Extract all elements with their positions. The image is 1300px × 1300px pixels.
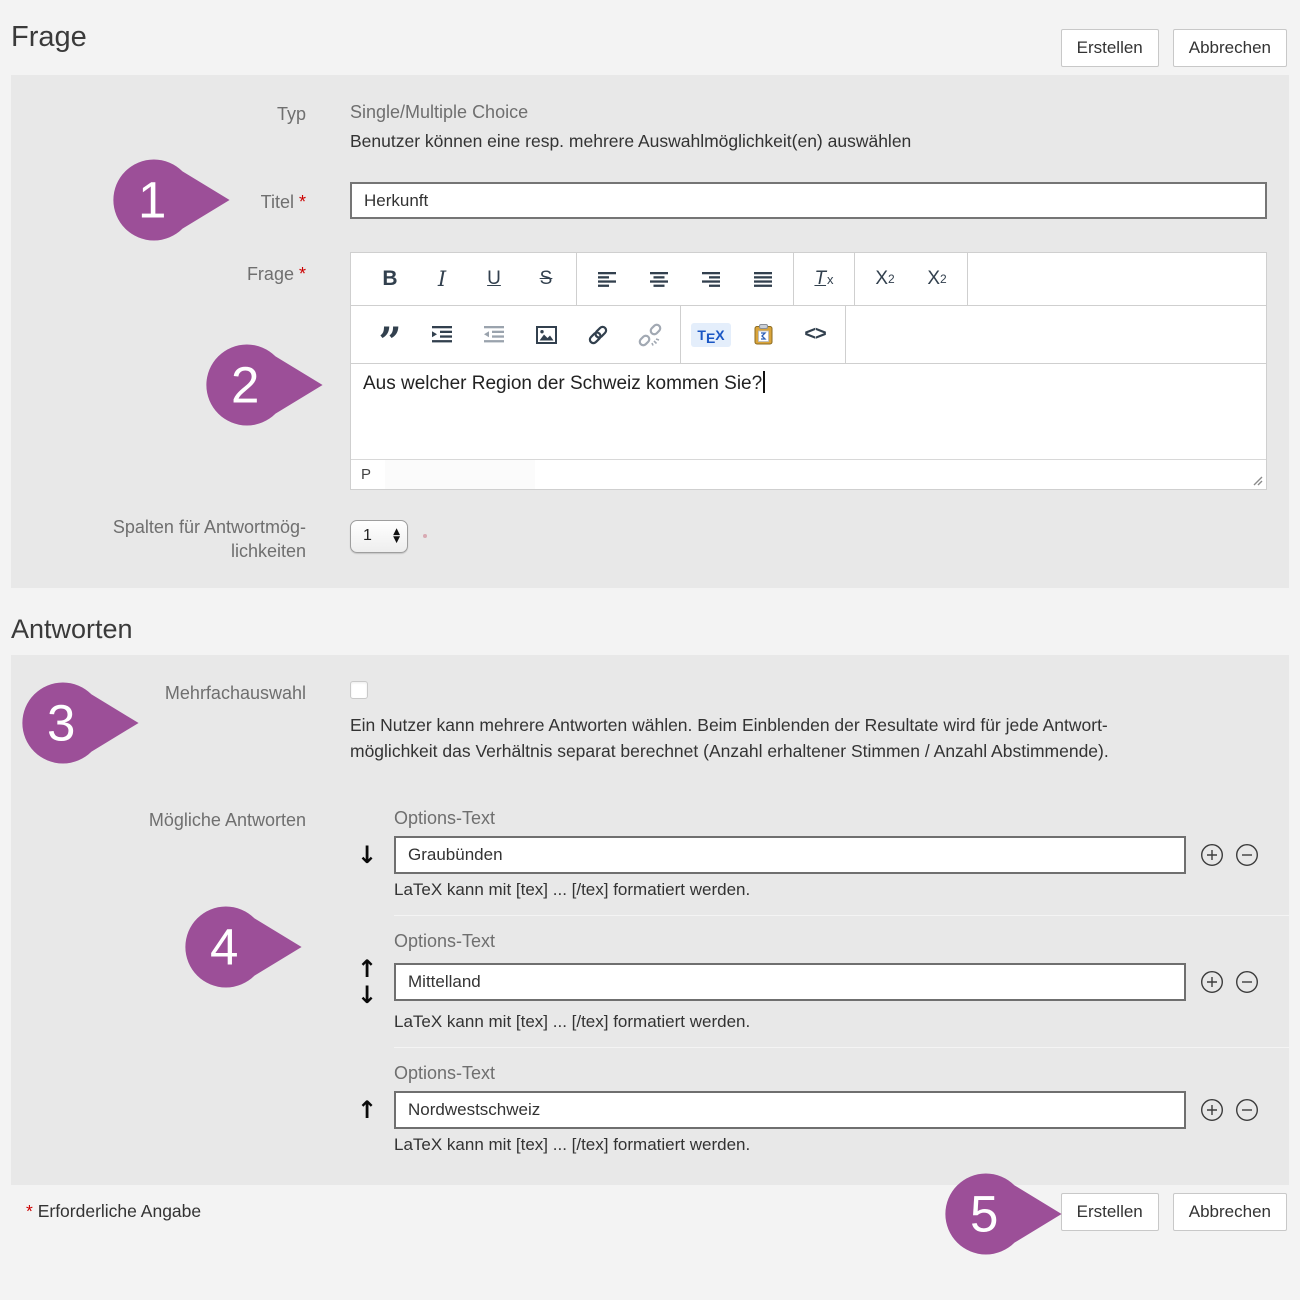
status-bar-patch	[385, 460, 535, 489]
page-header	[0, 0, 1300, 75]
footer-button-row	[1061, 1193, 1287, 1231]
title-input[interactable]	[350, 182, 1267, 219]
type-value: Single/Multiple Choice	[350, 102, 529, 122]
outdent-icon[interactable]	[468, 306, 520, 363]
option-text-label: Options-Text	[394, 931, 496, 952]
page-footer	[0, 1185, 1300, 1255]
multiple-choice-checkbox[interactable]	[350, 681, 368, 699]
element-path: P	[361, 466, 372, 483]
faint-dot-artifact	[423, 534, 427, 538]
columns-label: Spalten für Antwortmög- lichkeiten	[112, 517, 306, 562]
editor-content-area[interactable]	[351, 364, 1266, 459]
move-up-icon[interactable]: ↑	[357, 955, 378, 984]
svg-text:3: 3	[46, 694, 76, 752]
underline-icon[interactable]: U	[487, 268, 501, 289]
question-text: Aus welcher Region der Schweiz kommen Sie?	[363, 373, 763, 394]
bold-icon[interactable]: B	[382, 267, 398, 290]
callout-marker-2	[196, 341, 333, 429]
indent-icon[interactable]	[416, 306, 468, 363]
required-asterisk: *	[298, 264, 306, 284]
paste-clipboard-icon[interactable]	[737, 306, 789, 363]
svg-text:2: 2	[230, 356, 260, 414]
required-asterisk: *	[298, 192, 306, 212]
multiple-choice-label: Mehrfachauswahl	[164, 682, 306, 703]
toolbar-separator	[576, 253, 577, 305]
tex-icon[interactable]: TEX	[685, 306, 737, 363]
callout-marker-4	[175, 903, 312, 991]
select-arrows-icon: ▲ ▼	[393, 527, 400, 546]
align-left-icon[interactable]	[581, 253, 633, 305]
align-right-icon[interactable]	[685, 253, 737, 305]
text-cursor	[763, 371, 765, 393]
rich-text-editor	[350, 252, 1267, 490]
add-option-icon[interactable]	[1200, 843, 1224, 867]
blockquote-icon[interactable]: ”	[378, 318, 402, 366]
create-button-top[interactable]: Erstellen	[1061, 29, 1159, 67]
page-title: Frage	[11, 21, 87, 53]
option-divider	[394, 915, 1289, 916]
superscript-icon[interactable]: X 2	[927, 268, 947, 289]
move-down-icon[interactable]: ↓	[357, 981, 378, 1010]
option-text-label: Options-Text	[394, 1062, 496, 1083]
type-row	[11, 102, 1289, 152]
strikethrough-icon[interactable]: S	[539, 268, 553, 289]
option-row-3	[350, 1063, 1289, 1155]
editor-toolbar-row1	[351, 253, 1266, 306]
add-option-icon[interactable]	[1200, 1098, 1224, 1122]
toolbar-separator	[793, 253, 794, 305]
move-down-icon[interactable]: ↓	[357, 840, 378, 869]
remove-option-icon[interactable]	[1235, 1098, 1259, 1122]
option-row-2	[350, 931, 1289, 1032]
columns-select[interactable]	[350, 520, 408, 553]
link-icon[interactable]	[572, 306, 624, 363]
svg-text:4: 4	[209, 918, 239, 976]
cancel-button-bottom[interactable]: Abbrechen	[1173, 1193, 1287, 1231]
remove-option-icon[interactable]	[1235, 970, 1259, 994]
toolbar-separator	[854, 253, 855, 305]
multiple-choice-description: Ein Nutzer kann mehrere Antworten wählen. Beim Einblenden der Resultate wird für jede Antwort- möglichkeit das Verhältnis separat berechnet (Anzahl erhaltener Stimmen / Anzahl Abstimmende).	[350, 714, 1109, 761]
editor-status-bar	[351, 459, 1266, 489]
question-form-panel	[11, 75, 1289, 588]
required-asterisk: *	[26, 1200, 33, 1221]
latex-hint: LaTeX kann mit [tex] ... [/tex] formatiert werden.	[394, 1011, 751, 1031]
option-input-3[interactable]	[394, 1091, 1186, 1129]
italic-icon[interactable]: I	[437, 267, 447, 291]
answers-heading: Antworten	[11, 613, 133, 644]
align-justify-icon[interactable]	[737, 253, 789, 305]
type-label: Typ	[276, 104, 306, 124]
callout-marker-3	[12, 679, 149, 767]
svg-text:1: 1	[137, 171, 167, 229]
create-button-bottom[interactable]: Erstellen	[1061, 1193, 1159, 1231]
svg-text:5: 5	[969, 1185, 999, 1243]
move-up-icon[interactable]: ↑	[357, 1095, 378, 1124]
toolbar-separator	[967, 253, 968, 305]
columns-row	[11, 509, 1289, 564]
callout-marker-1	[103, 156, 240, 244]
required-note: * Erforderliche Angabe	[26, 1200, 202, 1221]
option-input-1[interactable]	[394, 836, 1186, 874]
align-center-icon[interactable]	[633, 253, 685, 305]
toolbar-separator	[680, 306, 681, 363]
multiple-choice-row	[11, 681, 1289, 765]
latex-hint: LaTeX kann mit [tex] ... [/tex] formatiert werden.	[394, 880, 751, 900]
remove-option-icon[interactable]	[1235, 843, 1259, 867]
columns-select-value: 1	[363, 527, 372, 545]
latex-hint: LaTeX kann mit [tex] ... [/tex] formatiert werden.	[394, 1134, 751, 1154]
type-description: Benutzer können eine resp. mehrere Auswahlmöglichkeit(en) auswählen	[350, 131, 912, 151]
toolbar-separator	[845, 306, 846, 363]
clear-formatting-icon[interactable]: T x	[814, 268, 834, 289]
editor-toolbar-row2	[351, 306, 1266, 364]
question-label: Frage *	[246, 264, 306, 284]
title-label: Titel *	[260, 192, 306, 212]
possible-answers-label: Mögliche Antworten	[148, 810, 306, 831]
option-input-2[interactable]	[394, 963, 1186, 1001]
option-divider	[394, 1047, 1289, 1048]
resize-handle[interactable]	[1250, 473, 1263, 486]
image-icon[interactable]	[520, 306, 572, 363]
header-button-row	[1061, 29, 1287, 67]
option-row-1	[350, 808, 1289, 900]
unlink-icon[interactable]	[624, 306, 676, 363]
code-icon[interactable]: <>	[804, 323, 826, 345]
option-text-label: Options-Text	[394, 808, 496, 829]
add-option-icon[interactable]	[1200, 970, 1224, 994]
cancel-button-top[interactable]: Abbrechen	[1173, 29, 1287, 67]
callout-marker-5	[935, 1170, 1072, 1258]
subscript-icon[interactable]: X 2	[875, 268, 895, 289]
